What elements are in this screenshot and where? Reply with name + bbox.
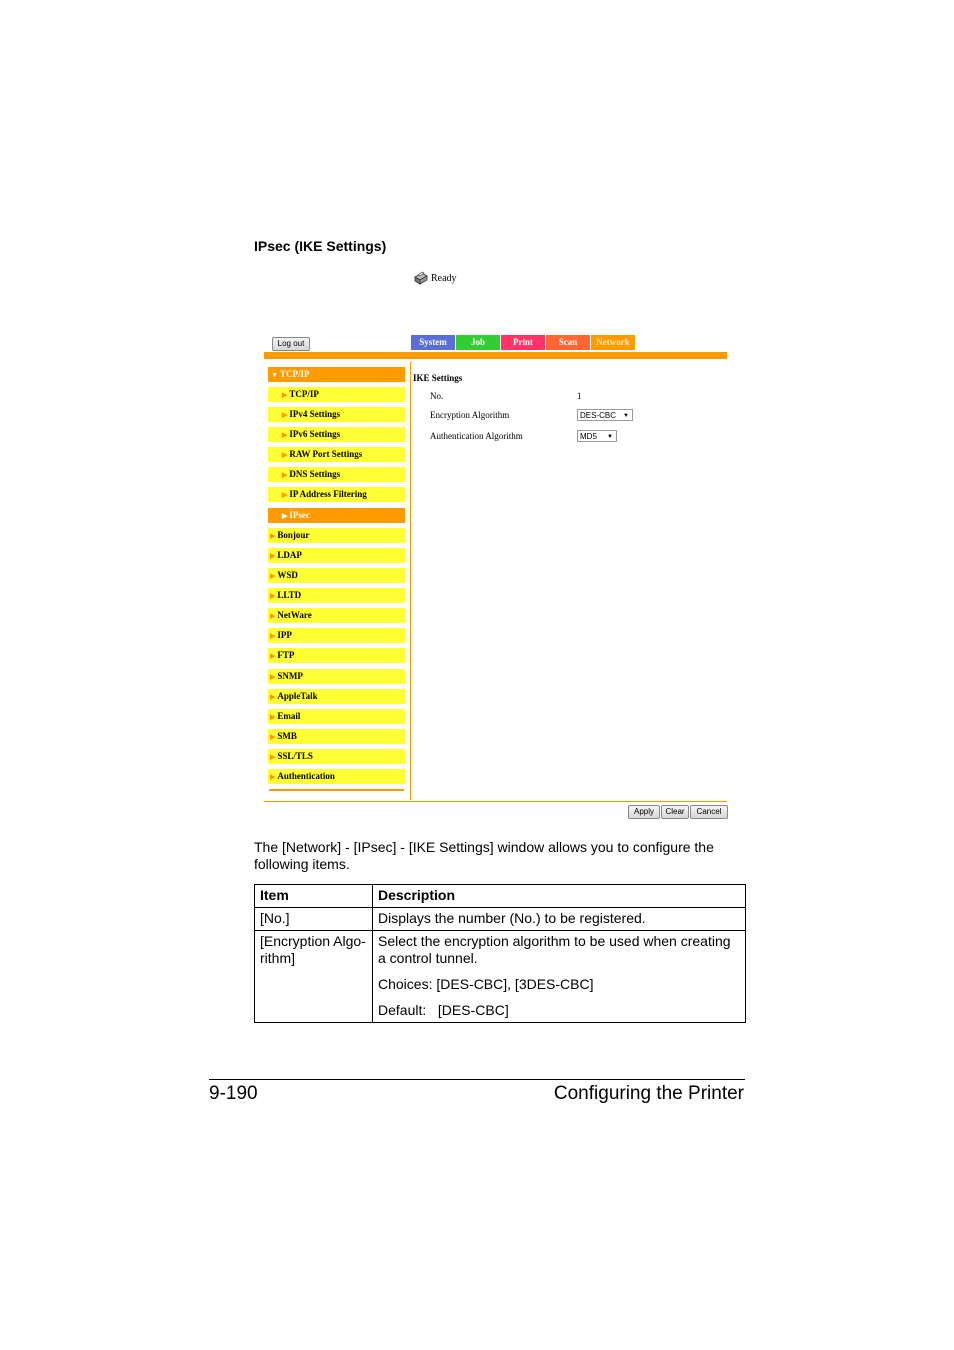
- header-bar: [264, 352, 727, 359]
- menu-item-snmp[interactable]: ▶ SNMP: [268, 669, 405, 684]
- table-cell-description: [373, 931, 746, 1023]
- apply-button[interactable]: Apply: [628, 805, 660, 819]
- menu-item-ssl-tls[interactable]: ▶ SSL/TLS: [268, 749, 405, 764]
- main-tabs: [411, 335, 636, 350]
- field-label-encryption: Encryption Algorithm: [430, 410, 510, 420]
- description-text: Displays the number (No.) to be registered.: [378, 910, 646, 926]
- table-cell-item: [Encryption Algo-rithm]: [255, 931, 373, 1023]
- chevron-down-icon: ▼: [607, 434, 613, 440]
- tab-system[interactable]: System: [411, 335, 455, 350]
- menu-group-tcpip[interactable]: ▼ TCP/IP: [268, 367, 405, 382]
- printer-status: [413, 270, 457, 286]
- menu-subitem-ipsec[interactable]: ▶ IPsec: [268, 508, 405, 523]
- encryption-select[interactable]: DES-CBC ▼: [577, 409, 633, 421]
- authentication-select[interactable]: MD5 ▼: [577, 430, 617, 442]
- menu-item-smb[interactable]: ▶ SMB: [268, 729, 405, 744]
- tab-print[interactable]: Print: [501, 335, 545, 350]
- tab-job[interactable]: Job: [456, 335, 500, 350]
- cancel-button[interactable]: Cancel: [690, 805, 728, 819]
- menu-subitem-ipv6[interactable]: ▶ IPv6 Settings: [268, 427, 405, 442]
- menu-item-email[interactable]: ▶ Email: [268, 709, 405, 724]
- description-choices: Choices: [DES-CBC], [3DES-CBC]: [378, 976, 594, 992]
- logout-button[interactable]: Log out: [272, 337, 310, 351]
- vertical-divider: [410, 362, 411, 800]
- menu-item-authentication[interactable]: ▶ Authentication: [268, 769, 405, 784]
- menu-subitem-raw-port[interactable]: ▶ RAW Port Settings: [268, 447, 405, 462]
- menu-item-netware[interactable]: ▶ NetWare: [268, 608, 405, 623]
- footer-rule: [209, 1079, 745, 1080]
- table-cell-item: [No.]: [255, 908, 373, 931]
- menu-item-wsd[interactable]: ▶ WSD: [268, 568, 405, 583]
- menu-item-bonjour[interactable]: ▶ Bonjour: [268, 528, 405, 543]
- section-title: IPsec (IKE Settings): [254, 238, 387, 254]
- table-header-row: [255, 885, 746, 908]
- content-title: IKE Settings: [413, 373, 463, 383]
- menu-item-appletalk[interactable]: ▶ AppleTalk: [268, 689, 405, 704]
- menu-subitem-tcpip[interactable]: ▶ TCP/IP: [268, 387, 405, 402]
- page-number: 9-190: [209, 1083, 258, 1104]
- chapter-title: Configuring the Printer: [553, 1083, 744, 1104]
- menu-item-lltd[interactable]: ▶ LLTD: [268, 588, 405, 603]
- menu-subitem-dns[interactable]: ▶ DNS Settings: [268, 467, 405, 482]
- menu-item-ldap[interactable]: ▶ LDAP: [268, 548, 405, 563]
- description-table: [254, 884, 746, 1023]
- horizontal-divider: [264, 801, 727, 802]
- field-label-authentication: Authentication Algorithm: [430, 431, 523, 441]
- table-cell-description: [373, 908, 746, 931]
- table-header-description: Description: [373, 885, 746, 908]
- table-row: [255, 908, 746, 931]
- clear-button[interactable]: Clear: [661, 805, 689, 819]
- field-value-no: 1: [577, 391, 582, 401]
- menu-item-ftp[interactable]: ▶ FTP: [268, 648, 405, 663]
- table-header-item: Item: [255, 885, 373, 908]
- menu-subitem-ipv4[interactable]: ▶ IPv4 Settings: [268, 407, 405, 422]
- intro-paragraph: The [Network] - [IPsec] - [IKE Settings] window allows you to configure the following items.: [254, 839, 714, 872]
- menu-subitem-ip-filtering[interactable]: ▶ IP Address Filtering: [268, 487, 405, 502]
- menu-bottom-divider: [269, 789, 404, 791]
- printer-icon: [413, 270, 429, 286]
- table-row: [255, 931, 746, 1023]
- chevron-down-icon: ▼: [623, 413, 629, 419]
- description-default: Default: [DES-CBC]: [378, 1002, 509, 1018]
- menu-item-ipp[interactable]: ▶ IPP: [268, 628, 405, 643]
- field-label-no: No.: [430, 391, 444, 401]
- tab-network[interactable]: Network: [591, 335, 635, 350]
- status-text: Ready: [431, 272, 457, 284]
- description-text: Select the encryption algorithm to be used when creating a control tunnel.: [378, 933, 731, 966]
- tab-scan[interactable]: Scan: [546, 335, 590, 350]
